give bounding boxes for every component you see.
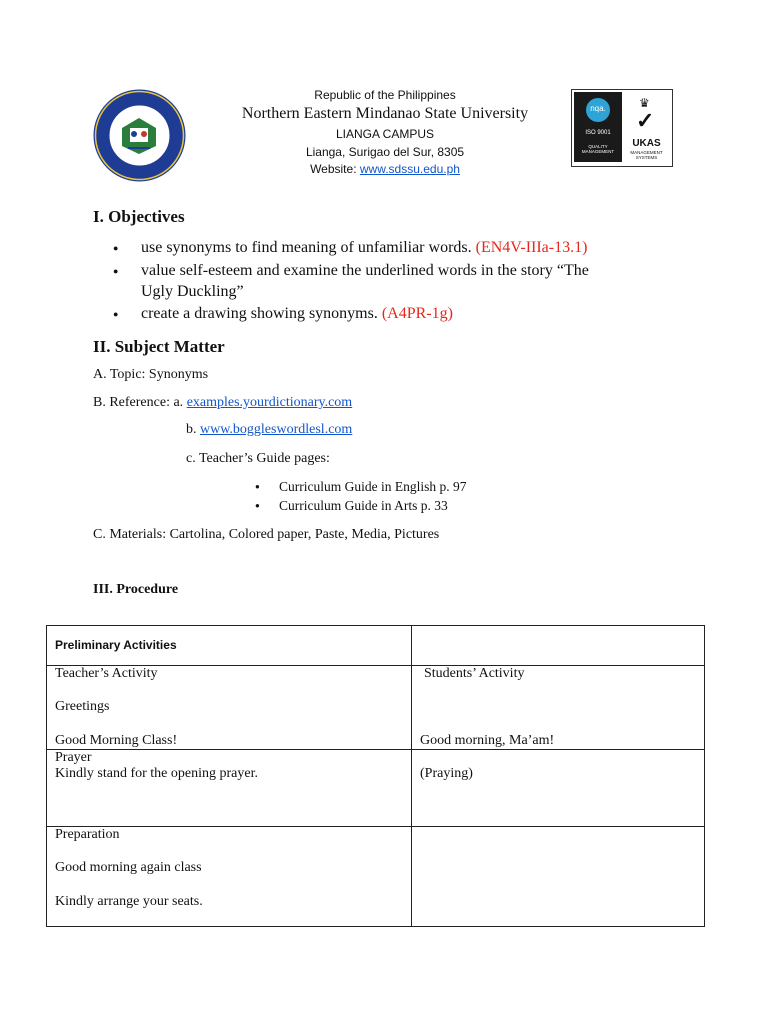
prayer-line: Kindly stand for the opening prayer. — [55, 766, 258, 781]
reference-b-link[interactable]: www.boggleswordlesl.com — [200, 422, 353, 437]
greetings-label: Greetings — [55, 699, 110, 714]
university-seal — [92, 88, 187, 183]
certification-badge — [571, 89, 673, 167]
campus-label: LIANGA CAMPUS — [335, 127, 435, 141]
good-morning-again: Good morning again class — [55, 860, 202, 875]
guide-item: ● Curriculum Guide in English p. 97 — [279, 479, 466, 495]
procedure-title: III. Procedure — [93, 582, 179, 597]
objectives-title: I. Objectives — [93, 207, 185, 226]
check-icon: ✓ — [636, 108, 655, 133]
teacher-head: Teacher’s Activity — [55, 666, 158, 681]
qm-text: QUALITY MANAGEMENT — [581, 144, 615, 154]
teacher-good-morning: Good Morning Class! — [55, 733, 178, 748]
objective-item: ● create a drawing showing synonyms. (A4PR-1g) — [115, 305, 453, 323]
objective-item-continued: Ugly Duckling” — [141, 283, 244, 300]
university-name: Northern Eastern Mindanao State University — [241, 105, 529, 122]
subject-title: II. Subject Matter — [93, 337, 225, 356]
nqa-text: nqa. — [590, 104, 606, 113]
objective-item: ● use synonyms to find meaning of unfamiliar words. (EN4V-IIIa-13.1) — [115, 239, 587, 257]
preparation-label: Preparation — [55, 827, 120, 842]
reference-b-line: b. www.boggleswordlesl.com — [186, 422, 353, 437]
ms-text: MANAGEMENT SYSTEMS — [630, 150, 663, 160]
website-line — [200, 162, 570, 176]
praying-label: (Praying) — [420, 766, 473, 781]
procedure-table — [46, 625, 705, 927]
guide-label: c. Teacher’s Guide pages: — [186, 451, 330, 466]
student-cell-prayer — [412, 750, 705, 827]
student-good-morning: Good morning, Ma’am! — [420, 733, 555, 748]
prelim-label: Preliminary Activities — [55, 638, 177, 652]
student-cell-greetings — [412, 666, 705, 750]
address-label: Lianga, Surigao del Sur, 8305 — [305, 145, 465, 159]
prelim-cell — [47, 626, 412, 666]
topic-label: A. Topic: Synonyms — [93, 367, 209, 382]
prayer-label: Prayer — [55, 750, 92, 765]
website-label: Website: — [310, 162, 360, 176]
iso-text: ISO 9001 — [585, 130, 611, 136]
student-head: Students’ Activity — [424, 666, 525, 681]
website-link[interactable]: www.sdssu.edu.ph — [359, 162, 460, 176]
prelim-empty-cell — [412, 626, 705, 666]
teacher-cell-preparation — [47, 827, 412, 927]
guide-item: ● Curriculum Guide in Arts p. 33 — [279, 498, 448, 514]
arrange-seats: Kindly arrange your seats. — [55, 894, 203, 909]
crown-icon: ♛ — [639, 96, 650, 110]
teacher-cell-greetings — [47, 666, 412, 750]
teacher-cell-prayer — [47, 750, 412, 827]
materials-label: C. Materials: Cartolina, Colored paper, Paste, Media, Pictures — [93, 527, 440, 542]
reference-line: B. Reference: a. examples.yourdictionary.com — [93, 395, 353, 410]
objective-code: (A4PR-1g) — [381, 305, 453, 322]
reference-a-link[interactable]: examples.yourdictionary.com — [186, 395, 353, 410]
objective-item: ● value self-esteem and examine the underlined words in the story “The — [115, 262, 589, 280]
ukas-text: UKAS — [632, 138, 661, 149]
objective-code: (EN4V-IIIa-13.1) — [475, 239, 588, 256]
student-cell-preparation — [412, 827, 705, 927]
country-label: Republic of the Philippines — [314, 88, 456, 102]
